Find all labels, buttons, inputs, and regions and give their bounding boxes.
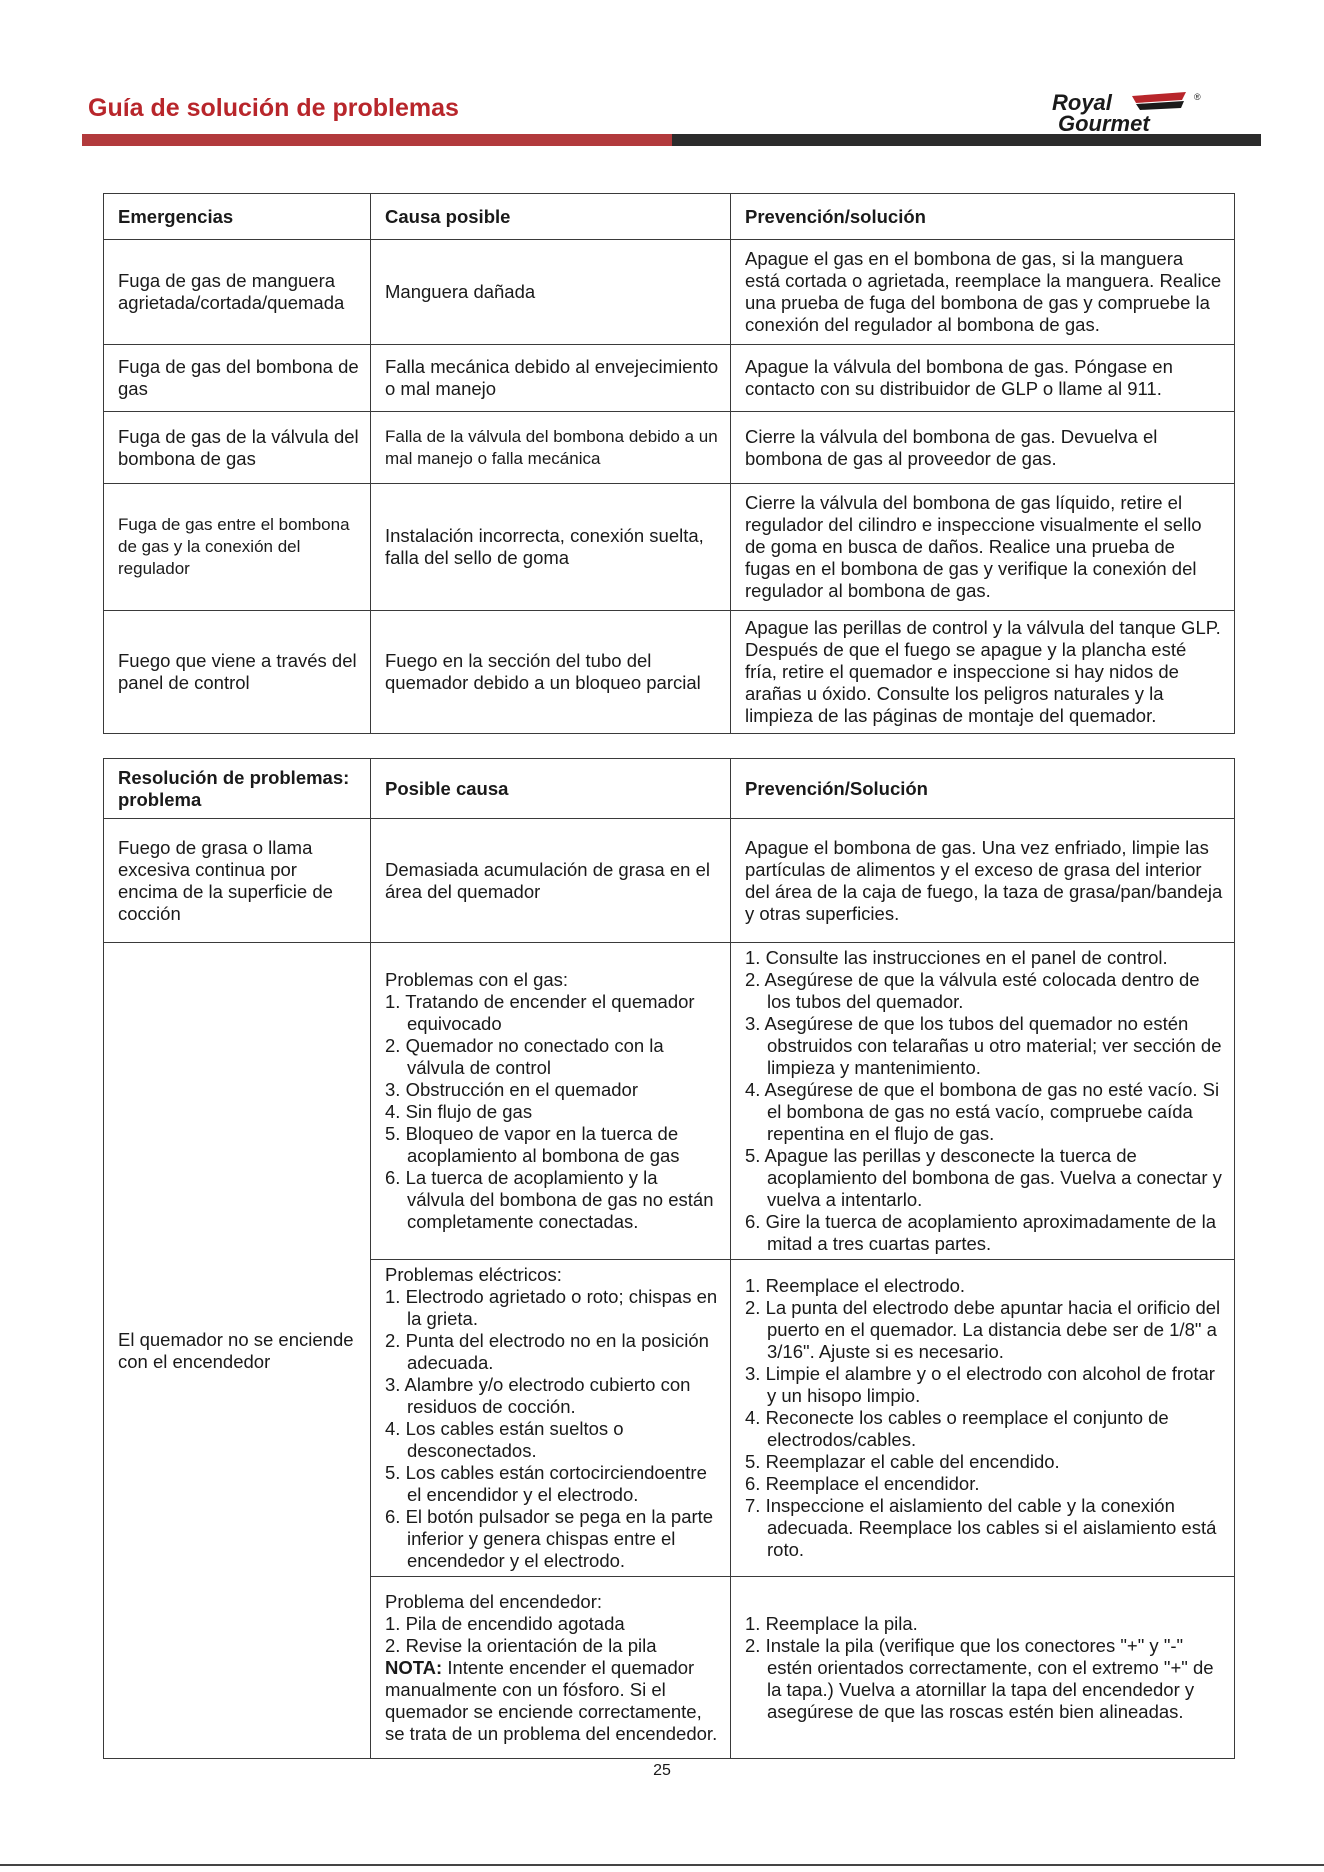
header-rule-red (82, 134, 672, 146)
list-item: 2. Asegúrese de que la válvula esté colocada dentro de los tubos del quemador. (745, 969, 1200, 1012)
igniter-problem-lead: Problema del encendedor: (385, 1590, 603, 1612)
table-row (104, 240, 1235, 345)
cause-cell-electrical (371, 1260, 731, 1577)
page-title: Guía de solución de problemas (88, 94, 459, 122)
table-row (104, 484, 1235, 611)
list-item: 2. Punta del electrodo no en la posición adecuada. (385, 1330, 709, 1373)
royal-gourmet-logo (1044, 90, 1242, 134)
list-item: 1. Tratando de encender el quemador equivocado (385, 991, 695, 1034)
note-text: Intente encender el quemador manualmente con un fósforo. Si el quemador se enciende correctamente, se trata de un problema del encendedor. (385, 1656, 718, 1744)
electrical-solutions-list (745, 1275, 1223, 1561)
table-row (104, 345, 1235, 412)
solution-cell: Cierre la válvula del bombona de gas líquido, retire el regulador del cilindro e inspeccione visualmente el sello de goma en busca de daños. Realice una prueba de fugas en el bombona de gas y verifique la conexión del regulador al bombona de gas. (731, 484, 1235, 611)
cause-cell: Manguera dañada (371, 240, 731, 345)
header-cause: Causa posible (371, 194, 731, 240)
list-item: 1. Electrodo agrietado o roto; chispas en la grieta. (385, 1286, 718, 1329)
note-label: NOTA: (385, 1656, 443, 1678)
electrical-causes-list (385, 1286, 719, 1572)
list-item: 2. Revise la orientación de la pila (385, 1634, 657, 1656)
table-row (104, 819, 1235, 943)
header-solution: Prevención/solución (731, 194, 1235, 240)
list-item: 6. La tuerca de acoplamiento y la válvula del bombona de gas no están completamente conectadas. (385, 1167, 714, 1232)
gas-causes-list (385, 991, 719, 1233)
solution-cell-igniter (731, 1577, 1235, 1759)
gas-solutions-list (745, 947, 1223, 1255)
page-number: 25 (653, 1762, 671, 1779)
solution-cell: Cierre la válvula del bombona de gas. Devuelva el bombona de gas al proveedor de gas. (731, 412, 1235, 484)
list-item: 3. Asegúrese de que los tubos del quemador no estén obstruidos con telarañas u otro material; ver sección de limpieza y mantenimiento. (745, 1013, 1222, 1078)
logo-line2: Gourmet (1058, 111, 1150, 134)
cause-cell-gas (371, 943, 731, 1260)
header-cause: Posible causa (371, 759, 731, 819)
logo-line1: Royal (1052, 90, 1112, 115)
list-item: 6. Reemplace el encendidor. (745, 1473, 980, 1494)
table-row (104, 611, 1235, 734)
cause-cell: Falla de la válvula del bombona debido a un mal manejo o falla mecánica (371, 412, 731, 484)
list-item: 6. Gire la tuerca de acoplamiento aproximadamente de la mitad a tres cuartas partes. (745, 1211, 1216, 1254)
emergency-cell: Fuga de gas entre el bombona de gas y la conexión del regulador (104, 484, 371, 611)
emergency-cell: Fuga de gas de manguera agrietada/cortada/quemada (104, 240, 371, 345)
troubleshooting-table (103, 758, 1235, 1759)
cause-cell: Instalación incorrecta, conexión suelta, falla del sello de goma (371, 484, 731, 611)
table-row (104, 412, 1235, 484)
registered-mark: ® (1194, 92, 1201, 102)
igniter-solutions-list (745, 1613, 1223, 1723)
list-item: 2. Instale la pila (verifique que los conectores "+" y "-" estén orientados correctamente, con el extremo "+" de la tapa.) Vuelva a atornillar la tapa del encendedor y asegúrese de que las roscas estén bien alineadas. (745, 1634, 1214, 1722)
solution-cell: Apague el bombona de gas. Una vez enfriado, limpie las partículas de alimentos y el exceso de grasa del interior del área de la caja de fuego, la taza de grasa/pan/bandeja y otras superficies. (731, 819, 1235, 943)
emergency-cell: Fuga de gas de la válvula del bombona de gas (104, 412, 371, 484)
solution-cell-gas (731, 943, 1235, 1260)
list-item: 5. Reemplazar el cable del encendido. (745, 1451, 1060, 1472)
list-item: 1. Pila de encendido agotada (385, 1612, 625, 1634)
list-item: 4. Reconecte los cables o reemplace el conjunto de electrodos/cables. (745, 1407, 1169, 1450)
table-row (104, 943, 1235, 1260)
cause-cell: Demasiada acumulación de grasa en el área del quemador (371, 819, 731, 943)
header-rule-dark (672, 134, 1261, 146)
problem-cell-burner: El quemador no se enciende con el encendedor (104, 943, 371, 1759)
list-item: 4. Asegúrese de que el bombona de gas no esté vacío. Si el bombona de gas no está vacío, compruebe caída repentina en el flujo de gas. (745, 1079, 1220, 1144)
cause-cell: Falla mecánica debido al envejecimiento o mal manejo (371, 345, 731, 412)
solution-cell: Apague las perillas de control y la válvula del tanque GLP. Después de que el fuego se apague y la plancha esté fría, retire el quemador e inspeccione si hay nidos de arañas u óxido. Consulte los peligros naturales y la limpieza de las páginas de montaje del quemador. (731, 611, 1235, 734)
list-item: 2. Quemador no conectado con la válvula de control (385, 1035, 664, 1078)
list-item: 3. Alambre y/o electrodo cubierto con residuos de cocción. (385, 1374, 691, 1417)
list-item: 1. Reemplace la pila. (745, 1612, 918, 1634)
gas-problems-lead: Problemas con el gas: (385, 969, 569, 990)
igniter-causes-list (385, 1613, 719, 1657)
list-item: 3. Limpie el alambre y o el electrodo con alcohol de frotar y un hisopo limpio. (745, 1363, 1215, 1406)
table-header-row (104, 194, 1235, 240)
table-header-row (104, 759, 1235, 819)
bottom-rule (0, 1864, 1324, 1866)
list-item: 6. El botón pulsador se pega en la parte inferior y genera chispas entre el encendedor y el electrodo. (385, 1506, 714, 1571)
electrical-problems-lead: Problemas eléctricos: (385, 1264, 562, 1285)
list-item: 7. Inspeccione el aislamiento del cable y la conexión adecuada. Reemplace los cables si el aislamiento está roto. (745, 1495, 1217, 1560)
solution-cell: Apague el gas en el bombona de gas, si la manguera está cortada o agrietada, reemplace la manguera. Realice una prueba de fuga del bombona de gas y compruebe la conexión del regulador al bombona de gas. (731, 240, 1235, 345)
list-item: 5. Apague las perillas y desconecte la tuerca de acoplamiento del bombona de gas. Vuelva a conectar y vuelva a intentarlo. (745, 1145, 1222, 1210)
emergencies-table (103, 193, 1235, 734)
list-item: 2. La punta del electrodo debe apuntar hacia el orificio del puerto en el quemador. La distancia debe ser de 1/8" a 3/16". Ajuste si es necesario. (745, 1297, 1221, 1362)
list-item: 4. Los cables están sueltos o desconectados. (385, 1418, 624, 1461)
igniter-note (385, 1657, 717, 1744)
solution-cell-electrical (731, 1260, 1235, 1577)
list-item: 3. Obstrucción en el quemador (385, 1079, 638, 1100)
cause-cell: Fuego en la sección del tubo del quemador debido a un bloqueo parcial (371, 611, 731, 734)
list-item: 4. Sin flujo de gas (385, 1101, 533, 1122)
header-emergencies: Emergencias (104, 194, 371, 240)
emergency-cell: Fuego que viene a través del panel de control (104, 611, 371, 734)
list-item: 1. Reemplace el electrodo. (745, 1275, 966, 1296)
list-item: 5. Bloqueo de vapor en la tuerca de acoplamiento al bombona de gas (385, 1123, 680, 1166)
solution-cell: Apague la válvula del bombona de gas. Póngase en contacto con su distribuidor de GLP o llame al 911. (731, 345, 1235, 412)
header-solution: Prevención/Solución (731, 759, 1235, 819)
header-problem: Resolución de problemas: problema (104, 759, 371, 819)
emergency-cell: Fuga de gas del bombona de gas (104, 345, 371, 412)
list-item: 1. Consulte las instrucciones en el panel de control. (745, 947, 1168, 968)
list-item: 5. Los cables están cortocirciendoentre el encendidor y el electrodo. (385, 1462, 707, 1505)
problem-cell: Fuego de grasa o llama excesiva continua por encima de la superficie de cocción (104, 819, 371, 943)
cause-cell-igniter (371, 1577, 731, 1759)
